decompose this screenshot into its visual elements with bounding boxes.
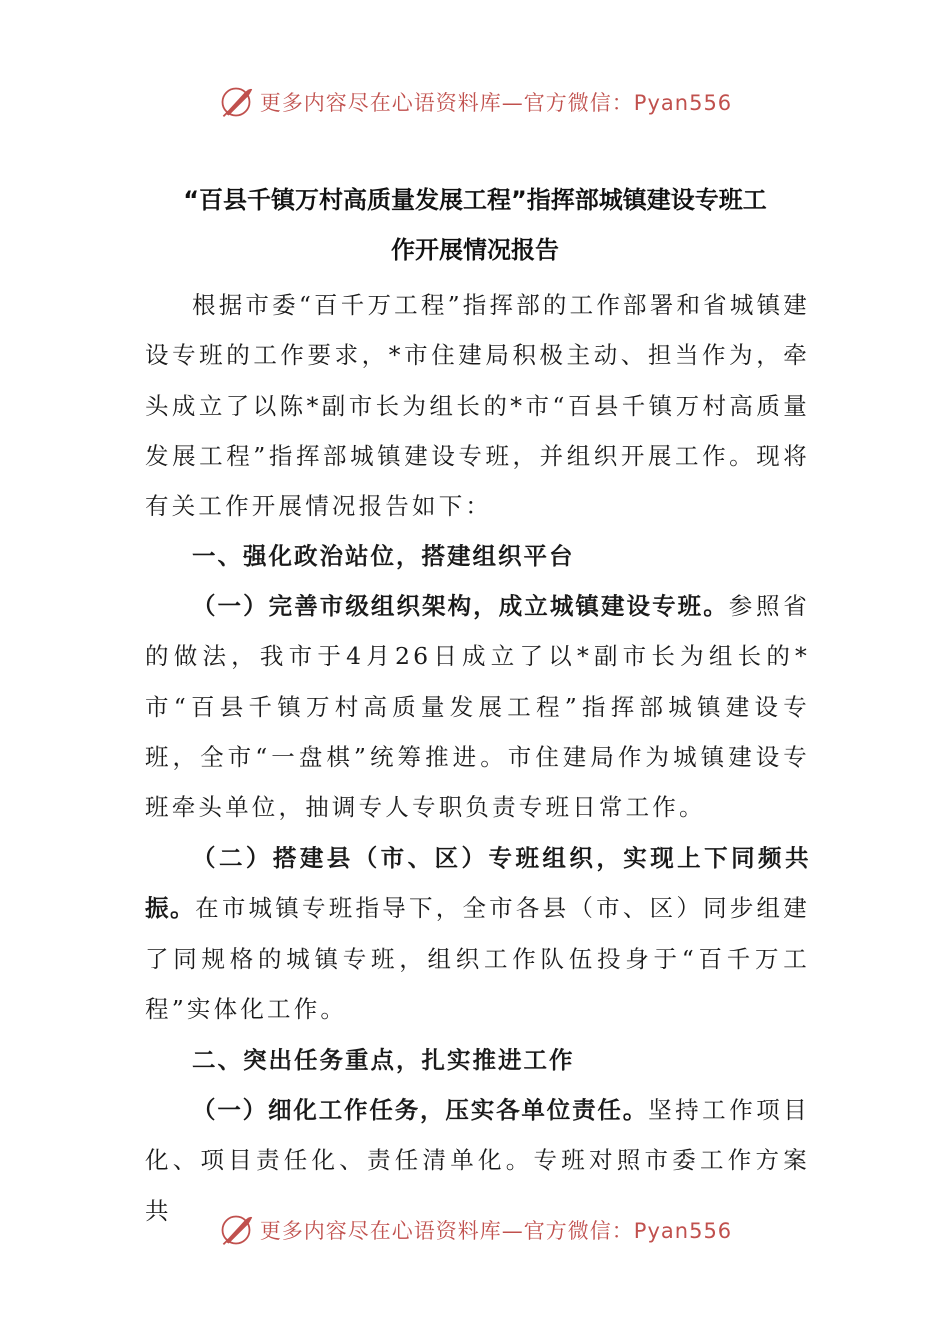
paragraph-1-1	[145, 581, 810, 832]
paragraph-1-2	[145, 833, 810, 1034]
footer-banner-text: 更多内容尽在心语资料库—官方微信：Pyan556	[259, 1219, 733, 1243]
paragraph-lead: （一）细化工作任务，压实各单位责任。	[192, 1096, 649, 1124]
section-heading-2: 二、突出任务重点，扎实推进工作	[192, 1046, 575, 1074]
paragraph-text: 参照省的做法，我市于4月26日成立了以*副市长为组长的*市“百县千镇万村高质量发展工程”指挥部城镇建设专班，全市“一盘棋”统筹推进。市住建局作为城镇建设专班牵头单位，抽调专人专职负责专班日常工作。	[145, 592, 811, 822]
document-title-line-2: 作开展情况报告	[391, 236, 559, 264]
section-heading-1: 一、强化政治站位，搭建组织平台	[192, 542, 575, 570]
quill-pen-icon	[218, 1212, 254, 1248]
header-banner-text: 更多内容尽在心语资料库—官方微信：Pyan556	[259, 91, 733, 115]
paragraph-text: 在市城镇专班指导下，全市各县（市、区）同步组建了同规格的城镇专班，组织工作队伍投身于“百千万工程”实体化工作。	[145, 894, 810, 1023]
quill-pen-icon	[218, 84, 254, 120]
paragraph-text: 坚持工作项目化、项目责任化、责任清单化。专班对照市委工作方案共	[145, 1096, 811, 1225]
intro-paragraph: 根据市委“百千万工程”指挥部的工作部署和省城镇建设专班的工作要求，*市住建局积极主动、担当作为，牵头成立了以陈*副市长为组长的*市“百县千镇万村高质量发展工程”指挥部城镇建设专班，并组织开展工作。现将有关工作开展情况报告如下：	[145, 291, 810, 521]
paragraph-lead: （一）完善市级组织架构，成立城镇建设专班。	[192, 592, 729, 620]
footer-banner	[0, 1210, 950, 1250]
paragraph-lead: （二）搭建县（市、区）专班组织，实现上下同频共振。	[145, 844, 810, 923]
document-title-line-1: “百县千镇万村高质量发展工程”指挥部城镇建设专班工	[183, 186, 767, 214]
header-banner	[0, 82, 950, 122]
